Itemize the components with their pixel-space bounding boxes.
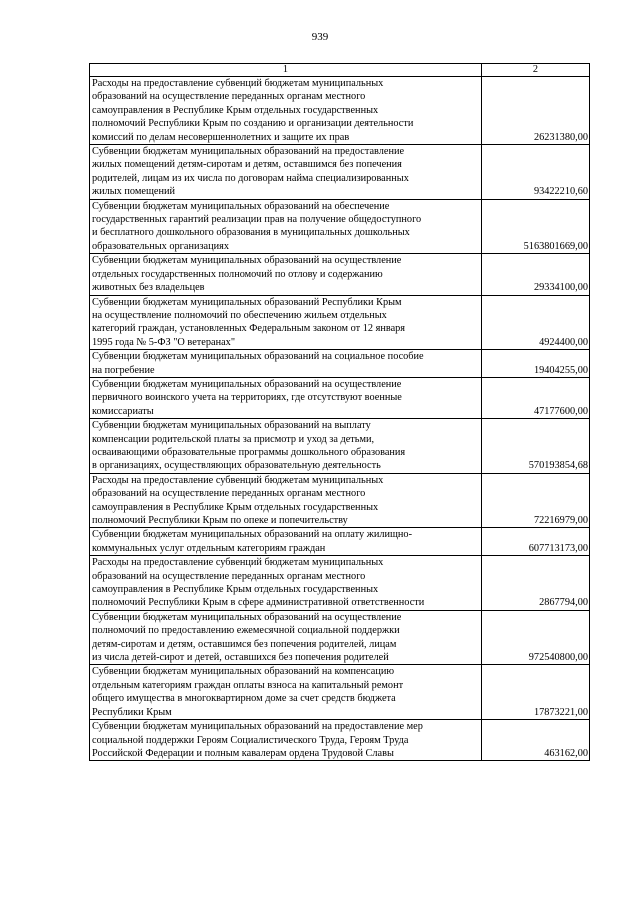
row-amount: 17873221,00	[482, 665, 590, 720]
table-row	[90, 556, 590, 611]
row-amount: 5163801669,00	[482, 199, 590, 254]
table-row	[90, 295, 590, 350]
row-description: Субвенции бюджетам муниципальных образований на компенсацию отдельным категориям граждан оплаты взноса на капитальный ремонт общего имущества в многоквартирном доме за счет средств бюджета Республики Крым	[90, 665, 482, 720]
row-amount: 72216979,00	[482, 473, 590, 528]
row-description: Субвенции бюджетам муниципальных образований на осуществление полномочий по предоставлению ежемесячной социальной поддержки детям-сиротам и детям, оставшимся без попечения родителей, лицам из числа детей-сирот и детей, оставшихся без попечения родителей	[90, 610, 482, 665]
table-row	[90, 473, 590, 528]
row-description: Субвенции бюджетам муниципальных образований на предоставление жилых помещений детям-сиротам и детям, оставшимся без попечения родителей, лицам из их числа по договорам найма специализированных жилых помещений	[90, 145, 482, 200]
row-amount: 29334100,00	[482, 254, 590, 295]
row-amount: 463162,00	[482, 720, 590, 761]
row-description: Расходы на предоставление субвенций бюджетам муниципальных образований на осуществление переданных органам местного самоуправления в Республике Крым отдельных государственных полномочий Республики Крым в сфере административной ответственности	[90, 556, 482, 611]
table-row	[90, 377, 590, 418]
table-row	[90, 199, 590, 254]
row-description: Субвенции бюджетам муниципальных образований на осуществление отдельных государственных полномочий по отлову и содержанию животных без владельцев	[90, 254, 482, 295]
table-row	[90, 350, 590, 378]
row-amount: 26231380,00	[482, 77, 590, 145]
header-row	[90, 64, 590, 77]
row-description: Субвенции бюджетам муниципальных образований на оплату жилищно- коммунальных услуг отдельным категориям граждан	[90, 528, 482, 556]
row-amount: 47177600,00	[482, 377, 590, 418]
table-row	[90, 665, 590, 720]
table-row	[90, 720, 590, 761]
row-amount: 2867794,00	[482, 556, 590, 611]
page-number: 939	[311, 31, 329, 43]
table-row	[90, 145, 590, 200]
row-description: Субвенции бюджетам муниципальных образований на осуществление первичного воинского учета на территориях, где отсутствуют военные комиссариаты	[90, 377, 482, 418]
row-amount: 93422210,60	[482, 145, 590, 200]
table-row	[90, 254, 590, 295]
row-description: Субвенции бюджетам муниципальных образований Республики Крым на осуществление полномочий по обеспечению жильем отдельных категорий граждан, установленных Федеральным законом от 12 января 1995 года № 5-ФЗ "О ветеранах"	[90, 295, 482, 350]
row-description: Субвенции бюджетам муниципальных образований на социальное пособие на погребение	[90, 350, 482, 378]
row-amount: 607713173,00	[482, 528, 590, 556]
row-amount: 570193854,68	[482, 419, 590, 474]
column-header-description: 1	[90, 64, 482, 77]
row-amount: 19404255,00	[482, 350, 590, 378]
row-description: Субвенции бюджетам муниципальных образований на выплату компенсации родительской платы за присмотр и уход за детьми, осваивающими образовательные программы дошкольного образования в организациях, осуществляющих образовательную деятельность	[90, 419, 482, 474]
table-row	[90, 77, 590, 145]
table-row	[90, 528, 590, 556]
row-description: Субвенции бюджетам муниципальных образований на предоставление мер социальной поддержки Героям Социалистического Труда, Героям Труда Российской Федерации и полным кавалерам ордена Трудовой Славы	[90, 720, 482, 761]
table-row	[90, 610, 590, 665]
row-description: Субвенции бюджетам муниципальных образований на обеспечение государственных гарантий реализации прав на получение общедоступного и бесплатного дошкольного образования в муниципальных дошкольных образовательных организациях	[90, 199, 482, 254]
row-amount: 4924400,00	[482, 295, 590, 350]
table-row	[90, 419, 590, 474]
budget-table	[89, 63, 590, 761]
column-header-amount: 2	[482, 64, 590, 77]
row-description: Расходы на предоставление субвенций бюджетам муниципальных образований на осуществление переданных органам местного самоуправления в Республике Крым отдельных государственных полномочий Республики Крым по опеке и попечительству	[90, 473, 482, 528]
row-description: Расходы на предоставление субвенций бюджетам муниципальных образований на осуществление переданных органам местного самоуправления в Республике Крым отдельных государственных полномочий Республики Крым по созданию и организации деятельности комиссий по делам несовершеннолетних и защите их прав	[90, 77, 482, 145]
row-amount: 972540800,00	[482, 610, 590, 665]
